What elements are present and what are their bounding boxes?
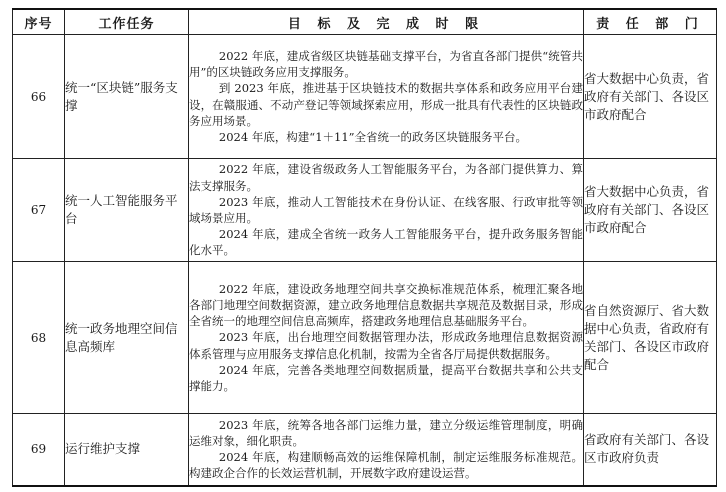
responsible-dept: 省大数据中心负责，省政府有关部门、各设区市政府配合: [584, 159, 717, 262]
goal-paragraph: 到 2023 年底，推进基于区块链技术的数据共享体系和政务应用平台建设，在赣服通、不动产登记等领域探索应用，形成一批具有代表性的区块链政务应用场景。: [189, 81, 583, 128]
goal-paragraph: 2023 年底，统筹各地各部门运维力量，建立分级运维管理制度，明确运维对象，细化职责。: [189, 417, 583, 449]
work-task: 统一人工智能服务平台: [65, 159, 189, 262]
goal-paragraph: 2022 年底，建设省级政务人工智能服务平台，为各部门提供算力、算法支撑服务。: [189, 162, 583, 193]
goal-paragraph: 2024 年底，构建“1＋11”全省统一的政务区块链服务平台。: [218, 129, 528, 144]
goal-paragraph: 2022 年底，建设政务地理空间共享交换标准规范体系，梳理汇聚各地各部门地理空间数据资源，建立政务地理信息数据共享规范及数据目录，形成全省统一的地理空间信息高频库，搭建政务地理信息基础服务平台。: [189, 281, 583, 329]
goals-cell: [189, 159, 584, 262]
work-task: 统一“区块链”服务支撑: [65, 35, 189, 159]
goals-cell: [189, 262, 584, 414]
row-number: 67: [13, 159, 65, 262]
goals-cell: [189, 35, 584, 159]
table-row: [13, 35, 717, 159]
row-number: 66: [13, 35, 65, 159]
goal-paragraph: 2024 年底，建成全省统一政务人工智能服务平台，提升政务服务智能化水平。: [189, 227, 583, 258]
row-number: 69: [13, 414, 65, 486]
header-task: 工作任务: [65, 9, 189, 35]
goal-paragraph: 2023 年底，出台地理空间数据管理办法，形成政务地理信息数据资源体系管理与应用服务支撑信息化机制，按需为全省各厅局提供数据服务。: [189, 330, 583, 361]
work-task: 运行维护支撑: [65, 414, 189, 486]
work-task: 统一政务地理空间信息高频库: [65, 262, 189, 414]
table-header: [13, 9, 717, 35]
responsible-dept: 省政府有关部门、各设区市政府负责: [584, 414, 717, 486]
goals-cell: [189, 414, 584, 486]
header-goals: 目 标 及 完 成 时 限: [189, 9, 584, 35]
goal-paragraph: 2024 年底，完善各类地理空间数据质量，提高平台数据共享和公共支撑能力。: [189, 362, 583, 393]
table-row: [13, 262, 717, 414]
table-row: [13, 414, 717, 486]
header-no: 序号: [13, 9, 65, 35]
header-dept: 责 任 部 门: [584, 9, 717, 35]
table-row: [13, 159, 717, 262]
goal-paragraph: 2022 年底，建成省级区块链基础支撑平台，为省直各部门提供“统管共用”的区块链政务应用支撑服务。: [189, 48, 583, 80]
goal-paragraph: 2023 年底，推动人工智能技术在身份认证、在线客服、行政审批等领域场景应用。: [189, 194, 583, 225]
responsible-dept: 省自然资源厅、省大数据中心负责，省政府有关部门、各设区市政府配合: [584, 262, 717, 414]
row-number: 68: [13, 262, 65, 414]
task-table: [12, 8, 717, 487]
responsible-dept: 省大数据中心负责，省政府有关部门、各设区市政府配合: [584, 35, 717, 159]
goal-paragraph: 2024 年底，构建顺畅高效的运维保障机制，制定运维服务标准规范。构建政企合作的长效运营机制，开展数字政府建设运营。: [189, 450, 583, 481]
